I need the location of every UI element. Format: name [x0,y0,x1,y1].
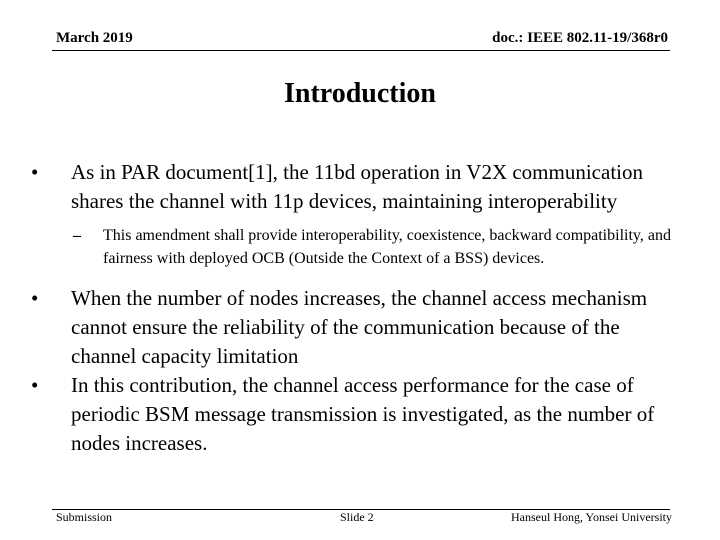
slide-body [28,158,688,458]
bullet-text: When the number of nodes increases, the channel access mechanism cannot ensure the reliability of the communication because of the channel capacity limitation [71,286,648,368]
slide-title: Introduction [284,78,436,109]
bullet-contribution-scope [28,371,688,458]
bullet-dot-icon: • [31,373,39,397]
footer-author: Hanseul Hong, Yonsei University [511,510,672,524]
footer-submission: Submission [56,510,113,524]
header-doc-id: doc.: IEEE 802.11-19/368r0 [492,30,668,46]
bullet-text: As in PAR document[1], the 11bd operation in V2X communication shares the channel with 11p devices, maintaining interoperability [71,160,643,213]
sub-bullet-dash-icon: – [73,227,81,244]
bullet-dot-icon: • [31,160,39,184]
header-date: March 2019 [56,30,133,46]
sub-bullet-amendment [28,224,688,270]
header-divider [52,50,670,51]
bullet-text: In this contribution, the channel access performance for the case of periodic BSM message transmission is investigated, as the number of nodes increases. [71,373,655,455]
footer-slide-number: Slide 2 [340,510,374,524]
bullet-channel-access-limitation [28,284,688,371]
bullet-dot-icon: • [31,286,39,310]
bullet-par-interoperability [28,158,688,216]
sub-bullet-text: This amendment shall provide interoperability, coexistence, backward compatibility, and fairness with deployed OCB (Outside the Context of a BSS) devices. [103,227,671,267]
